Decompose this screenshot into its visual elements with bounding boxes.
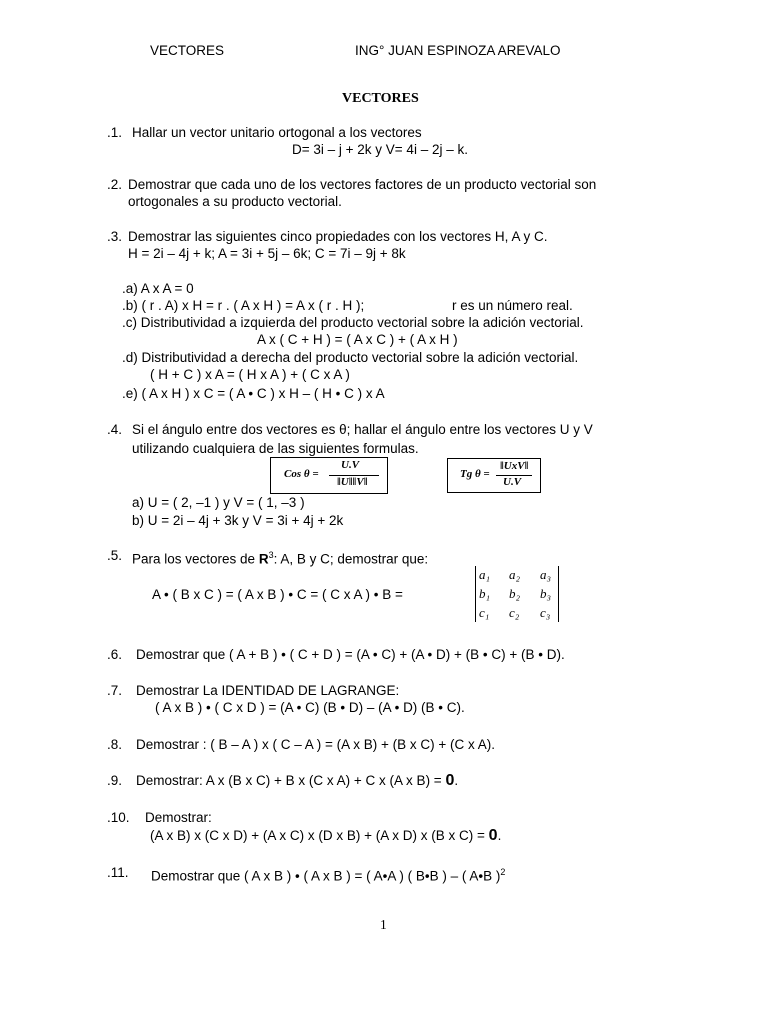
cos-formula-box: [270, 457, 388, 494]
item-5-text-b: : A, B y C; demostrar que:: [273, 551, 429, 567]
item-5-sup: 3: [268, 550, 274, 560]
item-number-8: .8.: [107, 737, 123, 752]
item-2-text-cont: ortogonales a su producto vectorial.: [128, 194, 342, 209]
item-9-zero: 0: [445, 772, 455, 789]
item-8-text: Demostrar : ( B – A ) x ( C – A ) = (A x B) + (B x C) + (C x A).: [136, 737, 495, 752]
item-7-formula: ( A x B ) • ( C x D ) = (A • C) (B • D) – (A • D) (B • C).: [155, 700, 465, 715]
item-10-text: Demostrar:: [145, 810, 212, 825]
item-11-text: [151, 864, 505, 885]
item-10-formula-text: (A x B) x (C x D) + (A x C) x (D x B) + (A x D) x (B x C) =: [150, 828, 485, 843]
item-5-R: R: [258, 551, 269, 567]
determinant-left-bar: [475, 566, 476, 622]
page-number: 1: [380, 917, 387, 932]
item-3-text: Demostrar las siguientes cinco propiedades con los vectores H, A y C.: [128, 229, 548, 244]
item-4-text-cont: utilizando cualquiera de las siguientes formulas.: [132, 441, 419, 456]
item-number-7: .7.: [107, 683, 123, 698]
item-number-10: .10.: [107, 810, 130, 825]
item-number-1: .1.: [107, 125, 123, 140]
item-3d-formula: ( H + C ) x A = ( H x A ) + ( C x A ): [150, 367, 350, 382]
header-left: VECTORES: [150, 43, 225, 58]
page-title: VECTORES: [342, 91, 419, 106]
det-cell: b₃: [540, 586, 552, 601]
item-9-formula: Demostrar: A x (B x C) + B x (C x A) + C x (A x B) =: [136, 773, 442, 788]
item-6-text: Demostrar que ( A + B ) • ( C + D ) = (A • C) + (A • D) + (B • C) + (B • D).: [136, 647, 565, 662]
item-3a: .a) A x A = 0: [122, 281, 194, 296]
det-cell: b₂: [509, 586, 521, 601]
item-3b: .b) ( r . A) x H = r . ( A x H ) = A x ( r . H );: [122, 298, 365, 313]
det-cell: c₂: [509, 605, 520, 620]
item-3d: .d) Distributividad a derecha del producto vectorial sobre la adición vectorial.: [122, 350, 579, 365]
item-number-3: .3.: [107, 229, 123, 244]
item-number-2: .2.: [107, 177, 123, 192]
item-5-equation: A • ( B x C ) = ( A x B ) • C = ( C x A ) • B =: [152, 587, 403, 602]
item-5-text-a: Para los vectores de: [132, 551, 259, 567]
item-9-text: Demostrar: A x (B x C) + B x (C x A) + C x (A x B) = 0.: [136, 772, 459, 789]
item-4b: b) U = 2i – 4j + 3k y V = 3i + 4j + 2k: [132, 513, 344, 528]
det-cell: a₁: [479, 567, 491, 582]
tg-formula-left: Tg θ =: [460, 468, 490, 480]
cos-formula-left: Cos θ =: [284, 468, 319, 480]
item-1-text: Hallar un vector unitario ortogonal a los vectores: [132, 125, 422, 140]
cos-formula-numerator: U.V: [341, 459, 360, 471]
item-1-vectors: D= 3i – j + 2k y V= 4i – 2j – k.: [292, 142, 468, 157]
det-cell: c₃: [540, 605, 551, 620]
item-number-11: .11.: [107, 865, 129, 880]
item-4a: a) U = ( 2, –1 ) y V = ( 1, –3 ): [132, 495, 305, 510]
item-3b-note: r es un número real.: [452, 298, 573, 313]
tg-formula-box: [447, 458, 541, 493]
cos-formula-denominator: ‖U‖‖V‖: [337, 476, 368, 488]
item-number-4: .4.: [107, 422, 123, 437]
item-11-formula: Demostrar que ( A x B ) • ( A x B ) = ( A•A ) ( B•B ) – ( A•B ): [151, 868, 501, 884]
item-number-9: .9.: [107, 773, 123, 788]
item-2-text: Demostrar que cada uno de los vectores factores de un producto vectorial son: [128, 177, 597, 192]
det-cell: a₂: [509, 567, 521, 582]
item-5-text: [132, 547, 428, 568]
item-7-text: Demostrar La IDENTIDAD DE LAGRANGE:: [136, 683, 400, 698]
item-number-5: .5.: [107, 548, 123, 563]
det-cell: b₁: [479, 586, 491, 601]
determinant-right-bar: [558, 566, 559, 622]
item-10-formula: (A x B) x (C x D) + (A x C) x (D x B) + (A x D) x (B x C) = 0.: [150, 827, 502, 844]
item-3c: .c) Distributividad a izquierda del producto vectorial sobre la adición vectorial.: [122, 315, 584, 330]
item-3e: .e) ( A x H ) x C = ( A • C ) x H – ( H • C ) x A: [122, 386, 385, 401]
det-cell: a₃: [540, 567, 552, 582]
item-number-6: .6.: [107, 647, 123, 662]
item-4-text: Si el ángulo entre dos vectores es θ; hallar el ángulo entre los vectores U y V: [132, 422, 593, 437]
item-10-zero: 0: [488, 827, 498, 844]
tg-formula-denominator: U.V: [503, 476, 522, 488]
item-3c-formula: A x ( C + H ) = ( A x C ) + ( A x H ): [257, 332, 458, 347]
tg-formula-numerator: ‖UxV‖: [500, 460, 529, 472]
item-3-vectors: H = 2i – 4j + k; A = 3i + 5j – 6k; C = 7i – 9j + 8k: [128, 246, 406, 261]
det-cell: c₁: [479, 605, 490, 620]
item-11-sup: 2: [500, 867, 506, 877]
header-right: ING° JUAN ESPINOZA AREVALO: [355, 43, 561, 58]
